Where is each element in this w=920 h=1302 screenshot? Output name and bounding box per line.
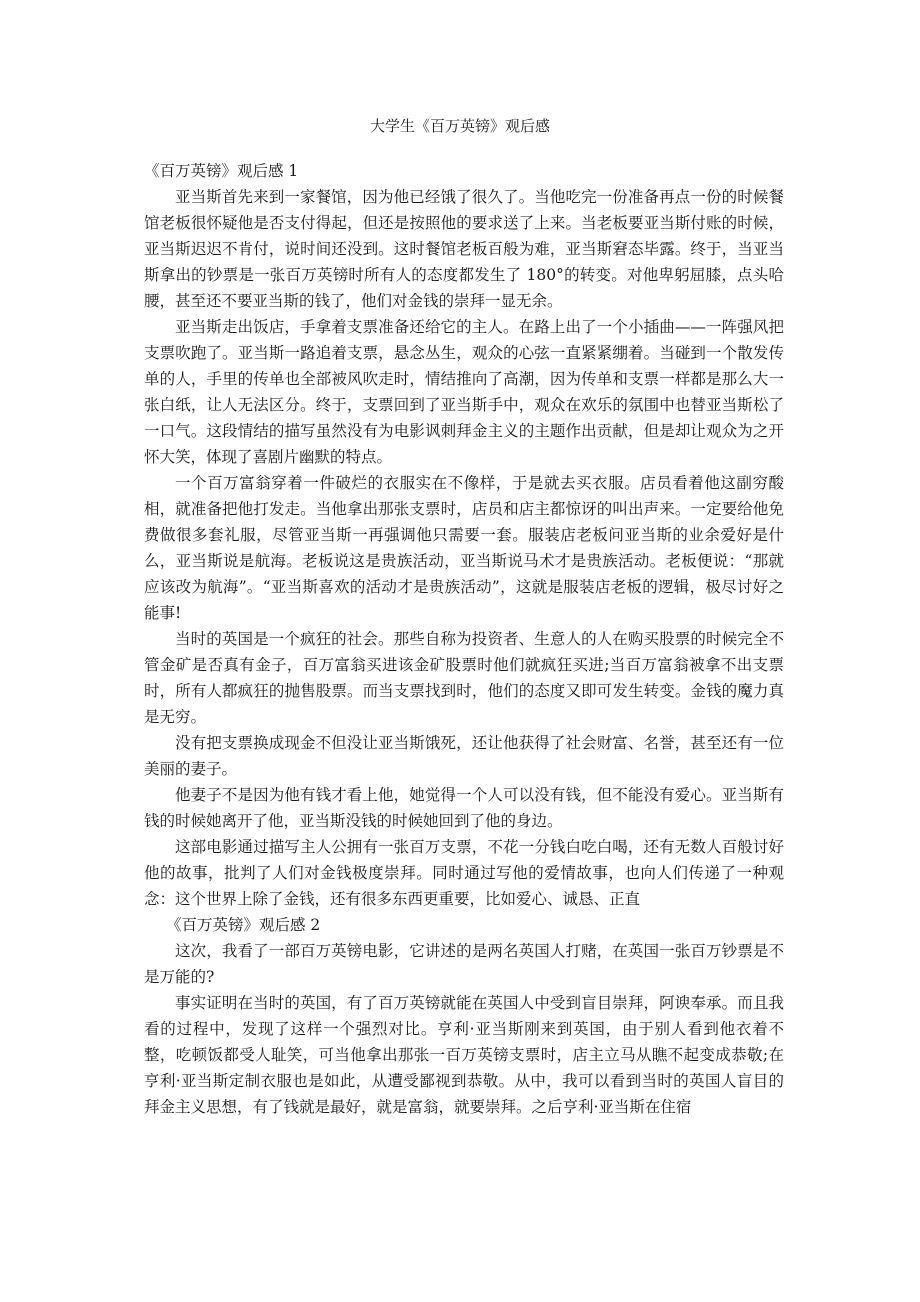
paragraph: 他妻子不是因为他有钱才看上他，她觉得一个人可以没有钱，但不能没有爱心。亚当斯有钱的时候她离开了他，亚当斯没钱的时候她回到了他的身边。 (144, 786, 784, 830)
paragraph: 亚当斯走出饭店，手拿着支票准备还给它的主人。在路上出了一个小插曲——一阵强风把支票吹跑了。亚当斯一路追着支票，悬念丛生，观众的心弦一直紧紧绷着。当碰到一个散发传单的人，手里的传单也全部被风吹走时，情结推向了高潮，因为传单和支票一样都是那么大一张白纸，让人无法区分。终于，支票回到了亚当斯手中，观众在欢乐的氛围中也替亚当斯松了一口气。这段情结的描写虽然没有为电影讽刺拜金主义的主题作出贡献，但是却让观众为之开怀大笑，体现了喜剧片幽默的特点。 (144, 318, 784, 466)
paragraph: 事实证明在当时的英国，有了百万英镑就能在英国人中受到盲目崇拜，阿谀奉承。而且我看的过程中，发现了这样一个强烈对比。亨利·亚当斯刚来到英国，由于别人看到他衣着不整，吃顿饭都受人耻笑，可当他拿出那张一百万英镑支票时，店主立马从瞧不起变成恭敬;在亨利·亚当斯定制衣服也是如此，从遭受鄙视到恭敬。从中，我可以看到当时的英国人盲目的拜金主义思想，有了钱就是最好，就是富翁，就要崇拜。之后亨利·亚当斯在住宿 (144, 994, 784, 1116)
document-body (144, 158, 784, 1120)
paragraph: 亚当斯首先来到一家餐馆，因为他已经饿了很久了。当他吃完一份准备再点一份的时候餐馆老板很怀疑他是否支付得起，但还是按照他的要求送了上来。当老板要亚当斯付账的时候，亚当斯迟迟不肯付，说时间还没到。这时餐馆老板百般为难，亚当斯窘态毕露。终于，当亚当斯拿出的钞票是一张百万英镑时所有人的态度都发生了 180°的转变。对他卑躬屈膝，点头哈腰，甚至还不要亚当斯的钱了，他们对金钱的崇拜一显无余。 (144, 188, 784, 310)
paragraph: 没有把支票换成现金不但没让亚当斯饿死，还让他获得了社会财富、名誉，甚至还有一位美丽的妻子。 (144, 734, 784, 778)
paragraph: 这部电影通过描写主人公拥有一张百万支票，不花一分钱白吃白喝，还有无数人百般讨好他的故事，批判了人们对金钱极度崇拜。同时通过写他的爱情故事，也向人们传递了一种观念：这个世界上除了金钱，还有很多东西更重要，比如爱心、诚恳、正直 (144, 838, 784, 908)
paragraph: 当时的英国是一个疯狂的社会。那些自称为投资者、生意人的人在购买股票的时候完全不管金矿是否真有金子，百万富翁买进该金矿股票时他们就疯狂买进;当百万富翁被拿不出支票时，所有人都疯狂的抛售股票。而当支票找到时，他们的态度又即可发生转变。金钱的魔力真是无穷。 (144, 630, 784, 726)
section-heading: 《百万英镑》观后感 1 (144, 162, 299, 180)
section-heading: 《百万英镑》观后感 2 (166, 916, 321, 934)
paragraph: 这次，我看了一部百万英镑电影，它讲述的是两名英国人打赌，在英国一张百万钞票是不是万能的? (144, 942, 784, 986)
paragraph: 一个百万富翁穿着一件破烂的衣服实在不像样，于是就去买衣服。店员看着他这副穷酸相，就准备把他打发走。当他拿出那张支票时，店员和店主都惊讶的叫出声来。一定要给他免费做很多套礼服，尽管亚当斯一再强调他只需要一套。服装店老板问亚当斯的业余爱好是什么，亚当斯说是航海。老板说这是贵族活动，亚当斯说马术才是贵族活动。老板便说：“那就应该改为航海”。“亚当斯喜欢的活动才是贵族活动”，这就是服装店老板的逻辑，极尽讨好之能事! (144, 474, 784, 622)
document-title: 大学生《百万英镑》观后感 (369, 117, 550, 135)
